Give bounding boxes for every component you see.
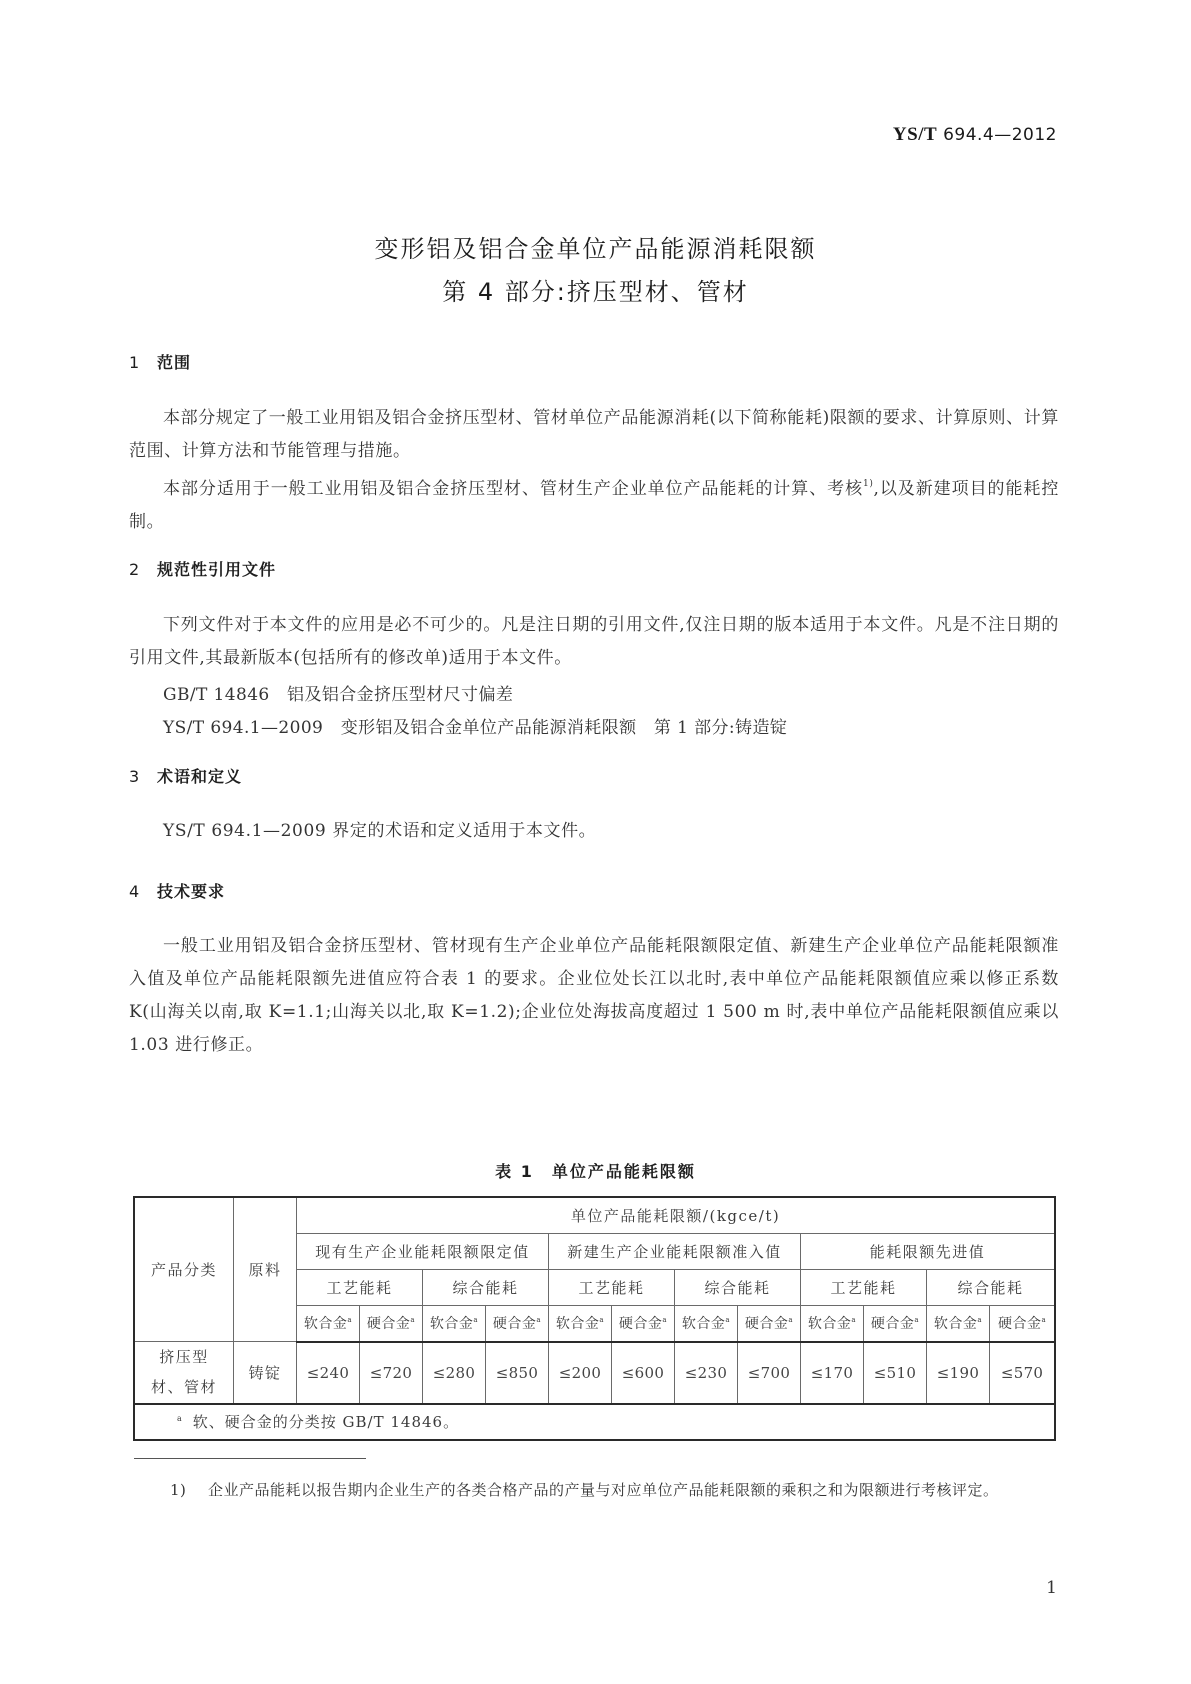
standard-code [893,124,1057,146]
cell-value: ≤280 [423,1342,486,1404]
scope-paragraph-2: 本部分适用于一般工业用铝及铝合金挤压型材、管材生产企业单位产品能耗的计算、考核$^{1)}$,以及新建项目的能耗控制。 [129,479,1059,532]
header-soft-alloy: 软合金$^a$ [423,1306,486,1342]
header-group-existing: 现有生产企业能耗限额限定值 [297,1234,549,1270]
header-soft-alloy: 软合金$^a$ [927,1306,990,1342]
energy-limit-table [134,1197,1055,1440]
standard-prefix: YS/T [892,124,938,145]
header-soft-alloy: 软合金$^a$ [675,1306,738,1342]
page-number: 1 [1046,1578,1057,1598]
header-soft-alloy: 软合金$^a$ [297,1306,360,1342]
footnote-number: 1) [170,1481,187,1499]
header-hard-alloy: 硬合金$^a$ [612,1306,675,1342]
cell-value: ≤720 [360,1342,423,1404]
header-process-energy: 工艺能耗 [549,1270,675,1306]
header-soft-alloy: 软合金$^a$ [549,1306,612,1342]
cell-value: ≤570 [990,1342,1055,1404]
terms-paragraph: YS/T 694.1—2009 界定的术语和定义适用于本文件。 [163,821,597,841]
header-hard-alloy: 硬合金$^a$ [990,1306,1055,1342]
requirements-paragraph: 一般工业用铝及铝合金挤压型材、管材现有生产企业单位产品能耗限额限定值、新建生产企业单位产品能耗限额准入值及单位产品能耗限额先进值应符合表 1 的要求。企业位处长江以北时,表中单位产品能耗限额值应乘以修正系数 K(山海关以南,取 K=1.1;山海关以北,取 K=1.2);企业位处海拔高度超过 1 500 m 时,表中单位产品能耗限额值应乘以 1.03 进行修正。 [129,936,1059,1055]
header-soft-alloy: 软合金$^a$ [801,1306,864,1342]
cell-value: ≤230 [675,1342,738,1404]
header-total-energy: 综合能耗 [927,1270,1055,1306]
scope-paragraph-1: 本部分规定了一般工业用铝及铝合金挤压型材、管材单位产品能源消耗(以下简称能耗)限额的要求、计算原则、计算范围、计算方法和节能管理与措施。 [129,408,1059,461]
header-process-energy: 工艺能耗 [801,1270,927,1306]
header-total-energy: 综合能耗 [675,1270,801,1306]
footnote-divider [134,1458,366,1459]
section-heading-terms: 3 术语和定义 [129,767,243,786]
header-total-energy: 综合能耗 [423,1270,549,1306]
section-heading-scope: 1 范围 [129,353,192,372]
header-product-category: 产品分类 [135,1198,234,1342]
cell-material: 铸锭 [234,1342,297,1404]
cell-value: ≤190 [927,1342,990,1404]
header-process-energy: 工艺能耗 [297,1270,423,1306]
section-heading-normative-references: 2 规范性引用文件 [129,560,277,579]
footnote-reference[interactable]: 1) [863,479,874,489]
cell-value: ≤600 [612,1342,675,1404]
cell-value: ≤200 [549,1342,612,1404]
cell-value: ≤850 [486,1342,549,1404]
reference-item: GB/T 14846 铝及铝合金挤压型材尺寸偏差 [163,685,514,705]
header-group-new: 新建生产企业能耗限额准入值 [549,1234,801,1270]
header-hard-alloy: 硬合金$^a$ [864,1306,927,1342]
header-hard-alloy: 硬合金$^a$ [360,1306,423,1342]
reference-item: YS/T 694.1—2009 变形铝及铝合金单位产品能源消耗限额 第 1 部分:铸造锭 [163,718,788,738]
cell-value: ≤700 [738,1342,801,1404]
table-row [135,1342,1055,1404]
document-title: 变形铝及铝合金单位产品能源消耗限额 [374,235,817,263]
document-subtitle: 第 4 部分:挤压型材、管材 [442,278,749,306]
cell-value: ≤170 [801,1342,864,1404]
header-unit-energy-limit: 单位产品能耗限额/(kgce/t) [297,1198,1055,1234]
header-hard-alloy: 硬合金$^a$ [486,1306,549,1342]
cell-value: ≤240 [297,1342,360,1404]
header-hard-alloy: 硬合金$^a$ [738,1306,801,1342]
footnote [170,1474,1060,1506]
footnote-text: 企业产品能耗以报告期内企业生产的各类合格产品的产量与对应单位产品能耗限额的乘积之和为限额进行考核评定。 [208,1481,999,1499]
table-caption: 表 1 单位产品能耗限额 [495,1162,696,1181]
cell-value: ≤510 [864,1342,927,1404]
cell-product: 挤压型 材、管材 [135,1342,234,1404]
section-heading-technical-requirements: 4 技术要求 [129,882,226,901]
header-group-advanced: 能耗限额先进值 [801,1234,1055,1270]
table-note: $^a$ 软、硬合金的分类按 GB/T 14846。 [135,1404,1055,1440]
header-raw-material: 原料 [234,1198,297,1342]
references-intro-paragraph: 下列文件对于本文件的应用是必不可少的。凡是注日期的引用文件,仅注日期的版本适用于本文件。凡是不注日期的引用文件,其最新版本(包括所有的修改单)适用于本文件。 [129,615,1059,668]
standard-number: 694.4—2012 [943,125,1057,145]
